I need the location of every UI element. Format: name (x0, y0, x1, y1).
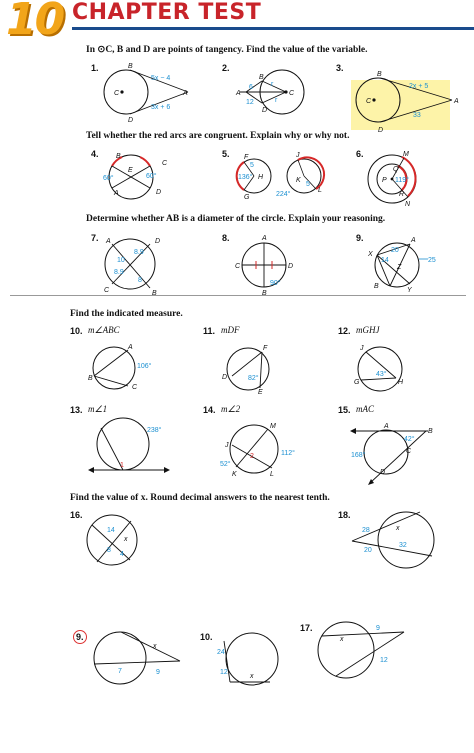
diagram-10 (88, 344, 152, 391)
label-b9-a: x (153, 643, 157, 650)
svg-text:E: E (258, 389, 263, 396)
problem-18-number: 18. (338, 510, 351, 520)
svg-text:A: A (454, 98, 459, 105)
label-15-a: 42° (404, 436, 415, 443)
svg-text:F: F (244, 154, 249, 161)
label-11: 82° (248, 375, 259, 382)
svg-text:P: P (382, 177, 387, 184)
diagram-9 (367, 237, 436, 294)
svg-text:D: D (380, 469, 386, 476)
svg-text:D: D (222, 374, 228, 381)
problem-12-measure: mGHJ (356, 325, 380, 335)
svg-text:M: M (270, 423, 276, 430)
svg-text:x: x (124, 536, 128, 543)
label-3-top: 2x + 5 (409, 83, 429, 90)
svg-text:C: C (114, 90, 120, 97)
diagram-bottom-10 (217, 633, 278, 685)
problem-14-number: 14. (203, 405, 216, 415)
label-7-a: 8.9 (134, 249, 144, 256)
label-14-a: 112° (281, 450, 295, 457)
svg-text:D: D (288, 263, 294, 270)
svg-text:A: A (106, 238, 111, 245)
label-5-a: 5 (250, 162, 254, 169)
svg-text:B: B (374, 283, 379, 290)
label-10: 106° (137, 363, 152, 370)
label-9-a: 20 (391, 247, 399, 254)
diagram-17 (318, 622, 404, 678)
svg-text:B: B (88, 375, 93, 382)
problem-5-number: 5. (222, 149, 230, 159)
label-14-b: 52° (220, 461, 231, 468)
diameter-instruction: Determine whether AB is a diameter of the circle. Explain your reasoning. (86, 214, 386, 224)
diagram-3 (351, 71, 459, 134)
label-15-b: 168° (351, 452, 366, 459)
svg-text:E: E (128, 167, 133, 174)
diagram-1 (104, 63, 188, 124)
label-12: 43° (376, 371, 387, 378)
label-9-b: 14 (381, 257, 389, 264)
label-1-top: 5x − 4 (151, 75, 171, 82)
label-4-r: 60° (146, 173, 157, 180)
svg-text:A: A (384, 423, 389, 430)
label-1-bot: 3x + 6 (151, 104, 171, 111)
svg-text:A: A (411, 237, 416, 244)
problem-6-number: 6. (356, 149, 364, 159)
svg-text:C: C (235, 263, 241, 270)
problem-2-number: 2. (222, 63, 230, 73)
svg-text:B: B (377, 71, 382, 78)
svg-text:B: B (128, 63, 133, 70)
svg-text:L: L (318, 187, 322, 194)
svg-text:H: H (398, 379, 404, 386)
diagram-8 (235, 235, 293, 297)
svg-text:J: J (360, 345, 364, 352)
problem-10-measure: m∠ABC (88, 325, 120, 335)
label-5-d: 224° (276, 191, 291, 198)
diagram-bottom-9 (94, 632, 180, 684)
measure-instruction: Find the indicated measure. (70, 309, 183, 319)
diagram-7 (104, 238, 160, 297)
svg-text:A: A (262, 235, 267, 242)
problem-8-number: 8. (222, 233, 230, 243)
bottom-problem-9-number: 9. (76, 632, 84, 642)
label-18-c: 20 (364, 547, 372, 554)
findx-instruction: Find the value of x. Round decimal answers to the nearest tenth. (70, 493, 330, 503)
svg-text:Y: Y (407, 287, 412, 294)
svg-text:D: D (128, 117, 134, 124)
svg-text:C: C (289, 90, 295, 97)
label-2-d: r (275, 97, 278, 104)
label-17-a: 9 (376, 625, 380, 632)
label-18-b: 32 (399, 542, 407, 549)
diagram-4 (103, 153, 168, 199)
svg-text:C: C (162, 160, 168, 167)
label-6-a: 119° (395, 177, 409, 184)
svg-text:A: A (236, 90, 241, 97)
svg-text:D: D (155, 238, 161, 245)
label-3-bot: 33 (413, 112, 421, 119)
svg-text:D: D (262, 107, 268, 114)
svg-text:C: C (366, 98, 372, 105)
label-2-a: 6 (249, 84, 253, 91)
label-18-a: 28 (362, 527, 370, 534)
svg-text:F: F (263, 345, 268, 352)
svg-text:R: R (399, 191, 405, 198)
diagram-14 (220, 423, 295, 478)
label-16-c: 4 (120, 551, 124, 558)
problem-7-number: 7. (91, 233, 99, 243)
label-5-b: 136° (238, 174, 253, 181)
bottom-problem-10-number: 10. (200, 632, 213, 642)
label-7-b: 10 (117, 257, 125, 264)
problem-4-number: 4. (91, 149, 99, 159)
diagram-15 (350, 423, 433, 485)
diagram-16 (87, 515, 137, 565)
svg-text:Q: Q (393, 166, 399, 173)
svg-text:C: C (132, 384, 138, 391)
label-9-c: 25 (428, 257, 436, 264)
arcs-instruction: Tell whether the red arcs are congruent. Explain why or why not. (86, 131, 350, 141)
problem-1-number: 1. (91, 63, 99, 73)
label-b9-c: 9 (156, 669, 160, 676)
svg-text:G: G (244, 194, 250, 201)
label-5-c: 5 (306, 181, 310, 188)
svg-text:1: 1 (120, 462, 124, 469)
diagram-6 (368, 151, 416, 208)
diagram-13 (88, 418, 170, 473)
problem-14-measure: m∠2 (221, 404, 241, 414)
diagram-11 (222, 345, 269, 396)
svg-text:2: 2 (250, 453, 254, 460)
problem-10-number: 10. (70, 326, 83, 336)
label-b9-b: 7 (118, 668, 122, 675)
svg-text:Z: Z (397, 264, 402, 271)
svg-text:L: L (270, 471, 274, 478)
chapter-number: 10 (6, 0, 64, 45)
svg-text:M: M (403, 151, 409, 158)
diagram-18 (352, 512, 434, 568)
label-17-b: x (340, 636, 344, 643)
label-4-l: 60° (103, 175, 114, 182)
label-b10-a: 24 (217, 649, 225, 656)
label-7-c: 8.9 (114, 269, 124, 276)
svg-text:A: A (114, 190, 119, 197)
svg-text:X: X (368, 251, 373, 258)
label-b10-b: 12 (220, 669, 228, 676)
svg-text:K: K (296, 177, 301, 184)
svg-text:D: D (378, 127, 384, 134)
svg-text:B: B (262, 290, 267, 297)
problem-12-number: 12. (338, 326, 351, 336)
problem-15-measure: mAC (356, 404, 374, 414)
svg-text:x: x (396, 525, 400, 532)
svg-text:A: A (128, 344, 133, 351)
diagram-12 (354, 345, 404, 391)
svg-text:B: B (428, 428, 433, 435)
svg-text:J: J (225, 442, 229, 449)
chapter-title: CHAPTER TEST (72, 0, 262, 25)
problem-13-measure: m∠1 (88, 404, 108, 414)
svg-text:B: B (152, 290, 157, 297)
problem-9-number: 9. (356, 233, 364, 243)
diagram-2 (235, 70, 304, 114)
svg-text:J: J (296, 152, 300, 159)
label-16-a: 14 (107, 527, 115, 534)
problem-11-number: 11. (203, 326, 216, 336)
label-13: 238° (147, 427, 162, 434)
svg-text:G: G (354, 379, 360, 386)
svg-text:N: N (405, 201, 411, 208)
svg-text:K: K (232, 471, 237, 478)
svg-text:D: D (156, 189, 162, 196)
label-17-c: 12 (380, 657, 388, 664)
svg-text:C: C (406, 448, 412, 455)
label-16-b: 8 (107, 547, 111, 554)
label-2-b: r (271, 81, 274, 88)
svg-text:H: H (258, 174, 264, 181)
problem-11-measure: mDF (221, 325, 240, 335)
label-8-a: 90° (270, 280, 281, 287)
problem-13-number: 13. (70, 405, 83, 415)
label-2-c: 12 (246, 99, 254, 106)
label-b10-c: x (250, 673, 254, 680)
tangent-instruction: In ⊙C, B and D are points of tangency. Find the value of the variable. (86, 45, 368, 55)
diagram-5 (237, 152, 324, 201)
svg-text:B: B (116, 153, 121, 160)
label-7-d: 8 (138, 277, 142, 284)
svg-text:A: A (183, 90, 188, 97)
problem-17-number: 17. (300, 623, 313, 633)
problem-15-number: 15. (338, 405, 351, 415)
problem-16-number: 16. (70, 510, 83, 520)
problem-3-number: 3. (336, 63, 344, 73)
svg-text:C: C (104, 287, 110, 294)
svg-text:B: B (259, 74, 264, 81)
